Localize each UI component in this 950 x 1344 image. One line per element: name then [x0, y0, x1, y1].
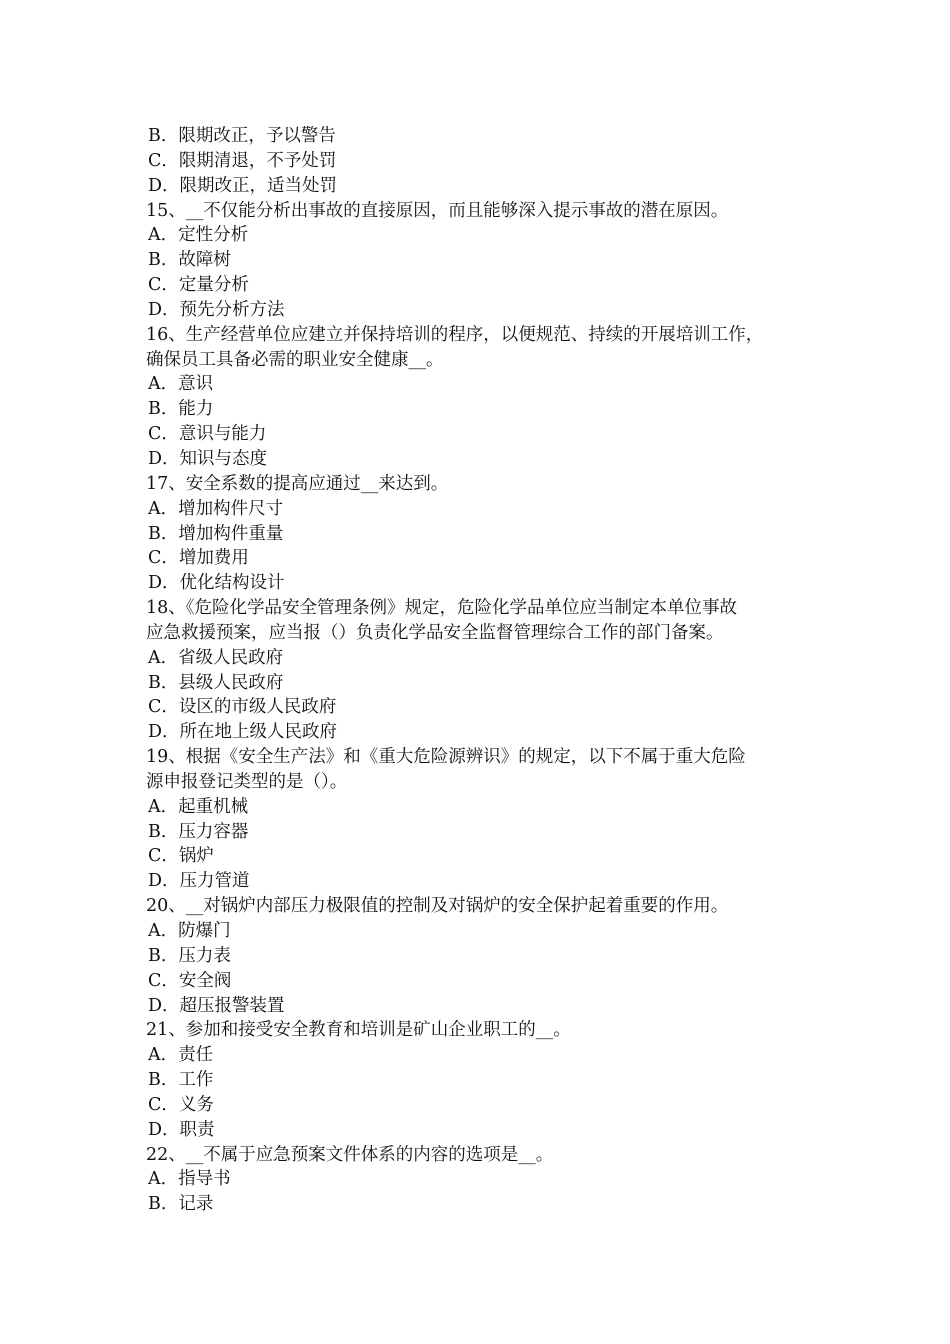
answer-option: A．定性分析: [148, 225, 249, 246]
question-text: 15、__不仅能分析出事故的直接原因，而且能够深入提示事故的潜在原因。: [146, 200, 729, 221]
answer-option: B．压力容器: [148, 821, 249, 842]
answer-option: C．限期清退，不予处罚: [148, 150, 337, 171]
question-text: 19、根据《安全生产法》和《重大危险源辨识》的规定，以下不属于重大危险: [146, 747, 746, 768]
question-text: 20、__对锅炉内部压力极限值的控制及对锅炉的安全保护起着重要的作用。: [146, 896, 729, 917]
answer-option: C．安全阀: [148, 970, 232, 991]
question-text: 22、__不属于应急预案文件体系的内容的选项是__。: [146, 1144, 554, 1165]
answer-option: D．所在地上级人民政府: [148, 722, 338, 743]
answer-option: D．限期改正，适当处罚: [148, 175, 338, 196]
answer-option: B．工作: [148, 1070, 214, 1091]
answer-option: D．压力管道: [148, 871, 250, 892]
question-text: 17、安全系数的提高应通过__来达到。: [146, 473, 449, 494]
question-text: 源申报登记类型的是（）。: [146, 771, 348, 792]
answer-option: C．增加费用: [148, 548, 249, 569]
answer-option: D．优化结构设计: [148, 573, 285, 594]
answer-option: A．增加构件尺寸: [148, 498, 284, 519]
answer-option: A．责任: [148, 1045, 214, 1066]
answer-option: C．设区的市级人民政府: [148, 697, 337, 718]
answer-option: C．定量分析: [148, 275, 249, 296]
answer-option: A．防爆门: [148, 921, 231, 941]
answer-option: C．锅炉: [148, 846, 214, 867]
answer-option: B．限期改正，予以警告: [148, 126, 336, 146]
answer-option: A．省级人民政府: [148, 647, 284, 668]
question-text: 21、参加和接受安全教育和培训是矿山企业职工的__。: [146, 1020, 571, 1041]
answer-option: D．超压报警装置: [148, 995, 285, 1016]
question-text: 18、《危险化学品安全管理条例》规定，危险化学品单位应当制定本单位事故: [146, 598, 738, 619]
answer-option: A．意识: [148, 374, 214, 395]
answer-option: D．预先分析方法: [148, 299, 285, 320]
answer-option: B．记录: [148, 1194, 214, 1215]
answer-option: B．能力: [148, 399, 214, 420]
question-text: 确保员工具备必需的职业安全健康__。: [146, 349, 444, 370]
answer-option: B．增加构件重量: [148, 523, 284, 544]
question-text: 16、生产经营单位应建立并保持培训的程序，以便规范、持续的开展培训工作，: [146, 324, 764, 345]
answer-option: B．故障树: [148, 250, 231, 271]
answer-option: C．意识与能力: [148, 424, 267, 445]
answer-option: A．起重机械: [148, 796, 249, 817]
answer-option: A．指导书: [148, 1169, 231, 1190]
answer-option: D．知识与态度: [148, 448, 268, 469]
question-text: 应急救援预案，应当报（）负责化学品安全监督管理综合工作的部门备案。: [146, 622, 724, 643]
answer-option: C．义务: [148, 1094, 214, 1115]
answer-option: B．县级人民政府: [148, 672, 284, 693]
answer-option: D．职责: [148, 1119, 215, 1140]
answer-option: B．压力表: [148, 945, 231, 966]
document-body: [146, 124, 826, 1217]
